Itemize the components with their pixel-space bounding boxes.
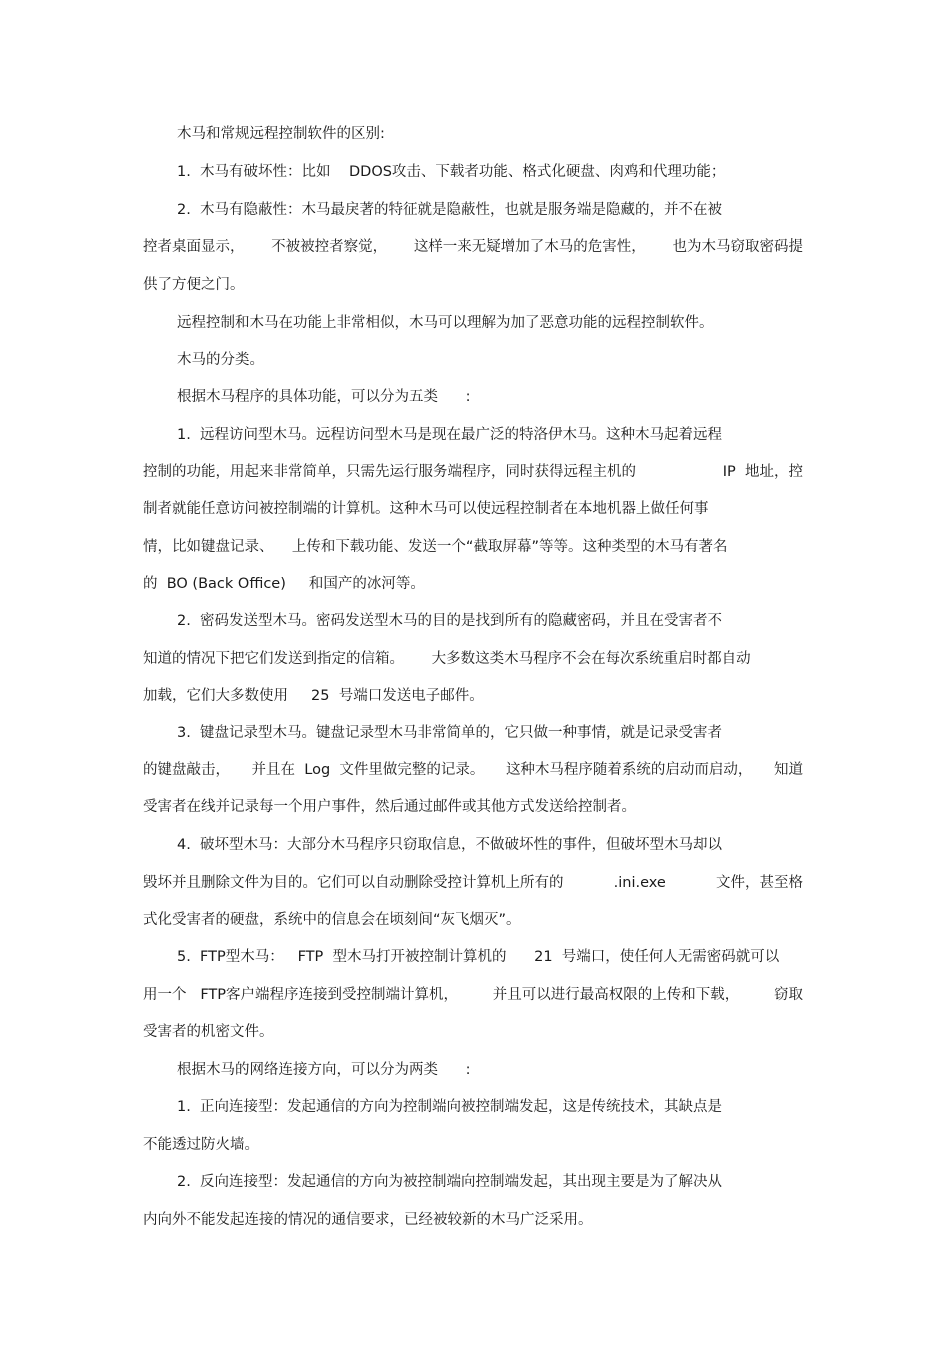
text-segment: 的键盘敲击， xyxy=(143,762,230,778)
text-line: 远程控制和木马在功能上非常相似，木马可以理解为加了恶意功能的远程控制软件。 xyxy=(177,315,714,331)
text-line: 不能透过防火墙。 xyxy=(143,1137,259,1153)
text-segment: 控制的功能，用起来非常简单，只需先运行服务端程序，同时获得远程主机的 xyxy=(143,464,636,480)
text-line xyxy=(143,985,803,1005)
text-line: 的 BO (Back Office) 和国产的冰河等。 xyxy=(143,576,425,592)
text-segment: 并且在 Log 文件里做完整的记录。 xyxy=(251,762,485,778)
text-line: 制者就能任意访问被控制端的计算机。这种木马可以使远程控制者在本地机器上做任何事 xyxy=(143,501,709,517)
text-line: 4. 破坏型木马：大部分木马程序只窃取信息，不做破坏性的事件，但破坏型木马却以 xyxy=(177,837,723,853)
text-segment: 不被被控者察觉， xyxy=(271,239,388,255)
text-line: 情，比如键盘记录、 上传和下载功能、发送一个“截取屏幕”等等。这种类型的木马有著名 xyxy=(143,539,728,555)
text-segment: 这样一来无疑增加了木马的危害性， xyxy=(413,239,646,255)
text-line: 1. 远程访问型木马。远程访问型木马是现在最广泛的特洛伊木马。这种木马起着远程 xyxy=(177,427,723,443)
text-segment: .ini.exe xyxy=(613,875,666,891)
text-line: 2. 木马有隐蔽性：木马最戾著的特征就是隐蔽性，也就是服务端是隐藏的，并不在被 xyxy=(177,202,723,218)
text-segment: 窃取 xyxy=(773,987,803,1003)
text-line: 内向外不能发起连接的情况的通信要求，已经被较新的木马广泛采用。 xyxy=(143,1212,593,1228)
text-line: 3. 键盘记录型木马。键盘记录型木马非常简单的，它只做一种事情，就是记录受害者 xyxy=(177,725,723,741)
text-line: 2. 密码发送型木马。密码发送型木马的目的是找到所有的隐藏密码，并且在受害者不 xyxy=(177,613,723,629)
text-line: 受害者在线并记录每一个用户事件，然后通过邮件或其他方式发送给控制者。 xyxy=(143,799,636,815)
text-line: 知道的情况下把它们发送到指定的信箱。 大多数这类木马程序不会在每次系统重启时都自动 xyxy=(143,651,751,667)
text-segment: 文件，甚至格 xyxy=(716,875,803,891)
text-line: 根据木马程序的具体功能，可以分为五类 : xyxy=(177,389,471,405)
text-segment: 并且可以进行最高权限的上传和下载， xyxy=(492,987,740,1003)
text-segment: 用一个 FTP客户端程序连接到受控制端计算机， xyxy=(143,987,459,1003)
text-line: 1. 木马有破坏性：比如 DDOS攻击、下载者功能、格式化硬盘、肉鸡和代理功能； xyxy=(177,164,726,180)
text-segment: 知道 xyxy=(773,762,803,778)
text-line xyxy=(143,462,803,482)
text-line: 5. FTP型木马： FTP 型木马打开被控制计算机的 21 号端口，使任何人无需密码就可以 xyxy=(177,949,780,965)
text-segment: 这种木马程序随着系统的启动而启动， xyxy=(505,762,753,778)
text-line xyxy=(143,873,803,893)
text-line: 2. 反向连接型：发起通信的方向为被控制端向控制端发起，其出现主要是为了解决从 xyxy=(177,1174,723,1190)
text-line: 受害者的机密文件。 xyxy=(143,1024,274,1040)
text-segment: 也为木马窃取密码提 xyxy=(672,239,803,255)
text-line: 式化受害者的硬盘，系统中的信息会在顷刻间“灰飞烟灭”。 xyxy=(143,912,521,928)
text-line xyxy=(143,237,803,257)
text-line: 1. 正向连接型：发起通信的方向为控制端向被控制端发起，这是传统技术，其缺点是 xyxy=(177,1099,723,1115)
text-line: 根据木马的网络连接方向，可以分为两类 : xyxy=(177,1062,471,1078)
heading-classification: 木马的分类。 xyxy=(177,352,264,368)
text-line xyxy=(143,760,803,780)
heading-difference: 木马和常规远程控制软件的区别: xyxy=(177,126,385,142)
text-segment: 毁坏并且删除文件为目的。它们可以自动删除受控计算机上所有的 xyxy=(143,875,564,891)
text-segment: IP 地址，控 xyxy=(722,464,803,480)
text-segment: 控者桌面显示， xyxy=(143,239,245,255)
text-line: 加载，它们大多数使用 25 号端口发送电子邮件。 xyxy=(143,688,484,704)
text-line: 供了方便之门。 xyxy=(143,277,245,293)
